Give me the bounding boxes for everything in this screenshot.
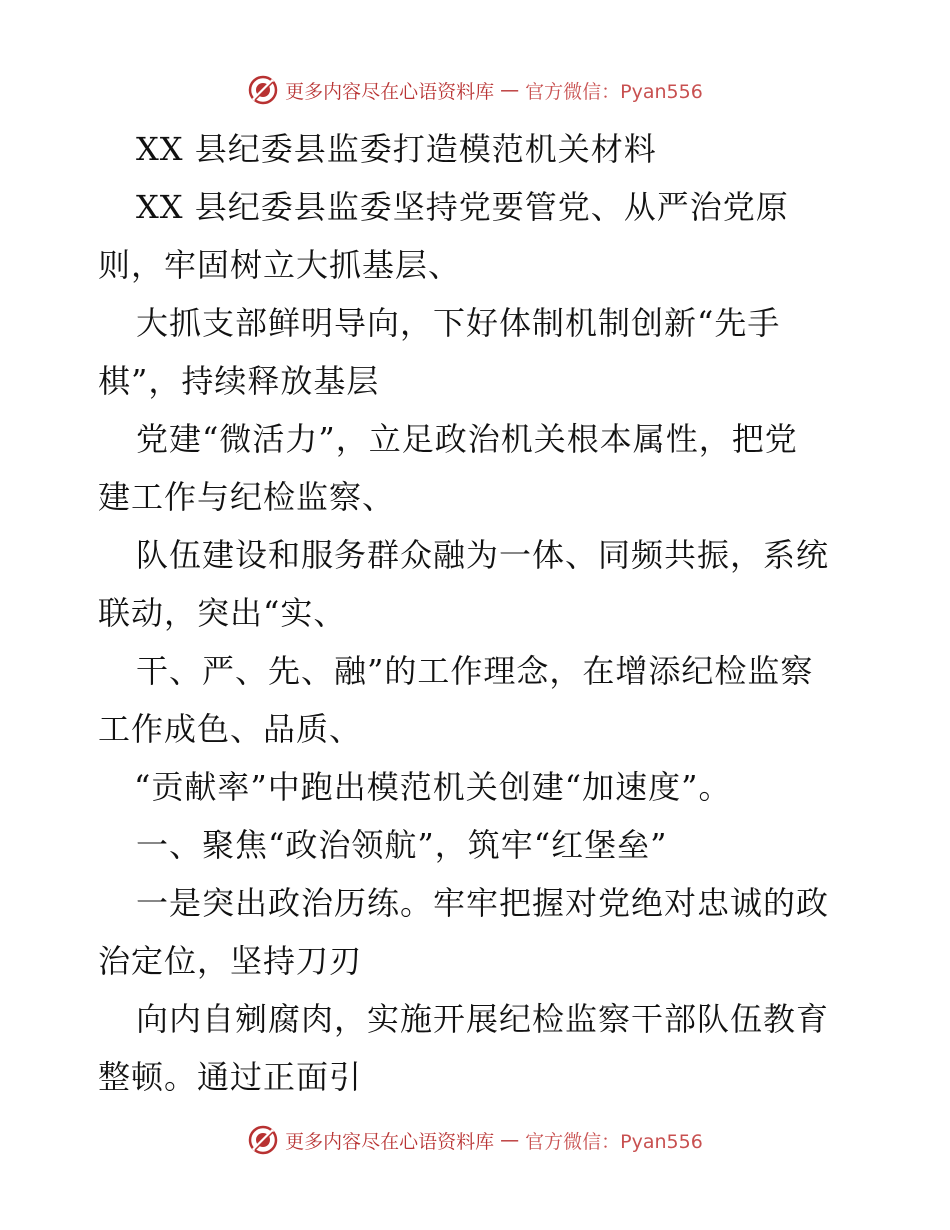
section-heading: 一、聚焦“政治领航”，筑牢“红堡垒” [136,826,668,864]
brand-logo-icon [247,1124,279,1156]
paragraph-line: 建工作与纪检监察、 [98,478,396,516]
document-title: XX 县纪委县监委打造模范机关材料 [136,130,657,168]
watermark-text: 更多内容尽在心语资料库 [285,80,495,103]
paragraph-line: 大抓支部鲜明导向，下好体制机制创新“先手 [136,304,781,342]
watermark-separator: — [500,1129,520,1151]
paragraph-line: 则，牢固树立大抓基层、 [98,246,462,284]
watermark-contact: 官方微信：Pyan556 [525,80,703,103]
paragraph-line: 治定位，坚持刀刃 [98,942,363,980]
paragraph-line: 党建“微活力”，立足政治机关根本属性，把党 [136,420,798,458]
brand-logo-icon [247,74,279,106]
paragraph-line: 干、严、先、融”的工作理念，在增添纪检监察 [136,652,814,690]
document-body [98,120,858,1106]
watermark-separator: — [500,79,520,101]
paragraph-line: 联动，突出“实、 [98,594,347,632]
watermark-text: 更多内容尽在心语资料库 [285,1130,495,1153]
paragraph-line: 工作成色、品质、 [98,710,363,748]
paragraph-line: “贡献率”中跑出模范机关创建“加速度”。 [134,768,732,806]
paragraph-line: 棋”，持续释放基层 [98,362,380,400]
watermark-contact: 官方微信：Pyan556 [525,1130,703,1153]
header-watermark [0,73,950,107]
paragraph-line: 一是突出政治历练。牢牢把握对党绝对忠诚的政 [136,884,830,922]
paragraph-line: 整顿。通过正面引 [98,1058,363,1096]
footer-watermark [0,1123,950,1157]
paragraph-line: 向内自剜腐肉，实施开展纪检监察干部队伍教育 [136,1000,830,1038]
paragraph-line: 队伍建设和服务群众融为一体、同频共振，系统 [136,536,830,574]
paragraph-line: XX 县纪委县监委坚持党要管党、从严治党原 [136,188,789,226]
